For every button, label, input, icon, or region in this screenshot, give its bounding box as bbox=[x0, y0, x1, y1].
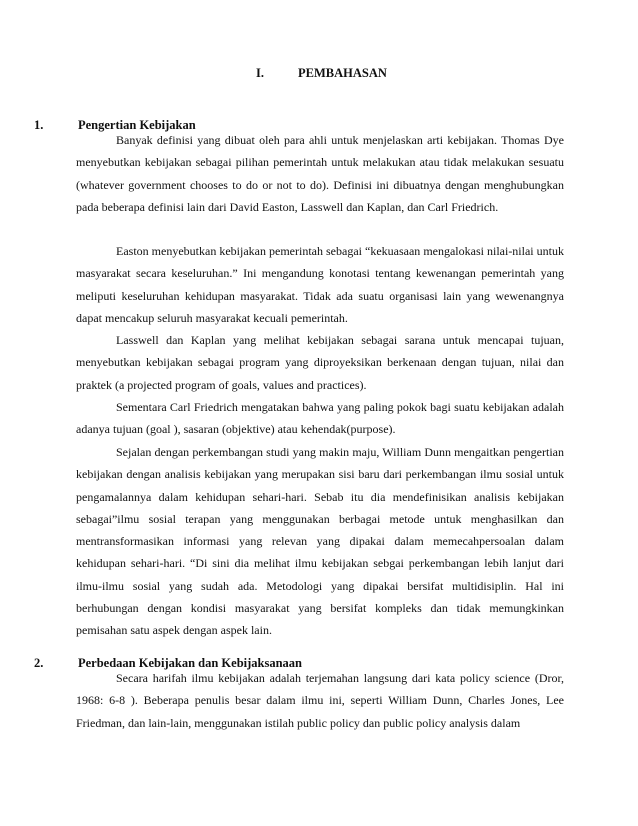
chapter-number: I. bbox=[256, 66, 264, 80]
section-title: Pengertian Kebijakan bbox=[78, 118, 196, 132]
paragraph: Sejalan dengan perkembangan studi yang makin maju, William Dunn mengaitkan pengertian kebijakan dengan analisis kebijakan yang merupakan sisi baru dari perkembangan ilmu sosial untuk pengamalannya dalam kehidupan sehari-hari. Sebab itu dia mendefinisikan analisis kebijakan sebagai”ilmu sosial terapan yang menggunakan berbagai metode untuk menghasilkan dan mentransformasikan informasi yang relevan yang dipakai dalam memecahpersoalan dalam kehidupan sehari-hari. “Di sini dia melihat ilmu kebijakan sebgai perkembangan lebih lanjut dari ilmu-ilmu sosial yang sudah ada. Metodologi yang dipakai bersifat multidisiplin. Hal ini berhubungan dengan kondisi masyarakat yang bersifat kompleks dan tidak memungkinkan pemisahan satu aspek dengan aspek lain. bbox=[76, 445, 564, 638]
section-title: Perbedaan Kebijakan dan Kebijaksanaan bbox=[78, 656, 303, 670]
paragraph: Banyak definisi yang dibuat oleh para ahli untuk menjelaskan arti kebijakan. Thomas Dye menyebutkan kebijakan sebagai pilihan pemerintah untuk melakukan atau tidak melakukan sesuatu (whatever government chooses to do or not to do). Definisi ini dibuatnya dengan menghubungkan pada beberapa definisi lain dari David Easton, Lasswell dan Kaplan, dan Carl Friedrich. bbox=[76, 133, 564, 214]
paragraph: Sementara Carl Friedrich mengatakan bahwa yang paling pokok bagi suatu kebijakan adalah adanya tujuan (goal ), sasaran (objektive) atau kehendak(purpose). bbox=[76, 400, 564, 437]
chapter-title-text: PEMBAHASAN bbox=[298, 66, 387, 80]
section-number: 2. bbox=[34, 656, 44, 670]
section-number: 1. bbox=[34, 118, 44, 132]
paragraph: Easton menyebutkan kebijakan pemerintah sebagai “kekuasaan mengalokasi nilai-nilai untuk masyarakat secara keseluruhan.” Ini mengandung konotasi tentang kewenangan pemerintah yang meliputi keseluruhan kehidupan masyarakat. Tidak ada suatu organisasi lain yang wewenangnya dapat mencakup seluruh masyarakat kecuali pemerintah. bbox=[76, 244, 564, 325]
paragraph: Lasswell dan Kaplan yang melihat kebijakan sebagai sarana untuk mencapai tujuan, menyebutkan kebijakan sebagai program yang diproyeksikan berkenaan dengan tujuan, nilai dan praktek (a projected program of goals, values and practices). bbox=[76, 333, 564, 392]
paragraph: Secara harifah ilmu kebijakan adalah terjemahan langsung dari kata policy science (Dror, 1968: 6-8 ). Beberapa penulis besar dalam ilmu ini, seperti William Dunn, Charles Jones, Lee Friedman, dan lain-lain, menggunakan istilah public policy dan public policy analysis dalam bbox=[76, 671, 564, 730]
